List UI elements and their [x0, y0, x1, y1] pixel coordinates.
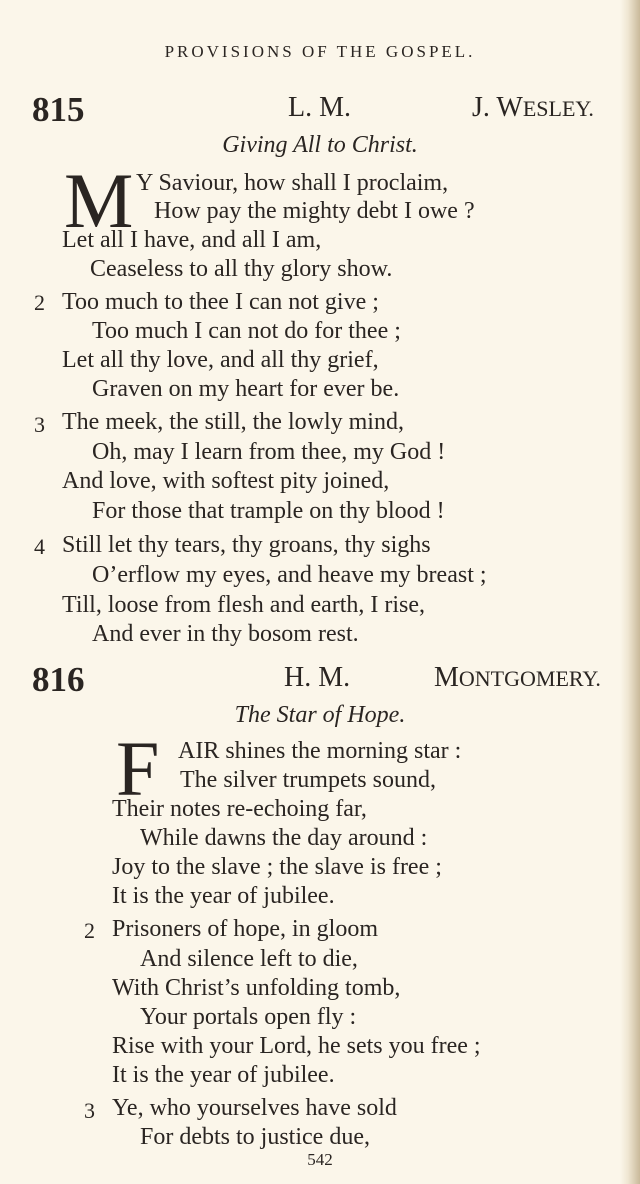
verse-line: With Christ’s unfolding tomb, — [112, 975, 401, 1001]
verse-line: And love, with softest pity joined, — [62, 468, 390, 494]
verse-line: AIR shines the morning star : — [178, 738, 462, 764]
hymn-author: J. WESLEY. — [472, 92, 594, 123]
verse-line: While dawns the day around : — [140, 825, 428, 851]
hymn-number: 816 — [32, 660, 85, 699]
page-number: 542 — [307, 1150, 333, 1169]
verse-line: Your portals open fly : — [140, 1004, 357, 1030]
stanza-number: 4 — [34, 534, 45, 559]
verse-line: Ye, who yourselves have sold — [112, 1095, 397, 1121]
verse-line: Oh, may I learn from thee, my God ! — [92, 439, 446, 465]
drop-cap: M — [64, 157, 134, 244]
verse-line: And ever in thy bosom rest. — [92, 621, 359, 647]
verse-line: Let all thy love, and all thy grief, — [62, 347, 379, 373]
hymn-816-header — [0, 660, 640, 700]
hymn-author: MONTGOMERY. — [434, 662, 601, 693]
hymn-meter: L. M. — [288, 92, 351, 123]
stanza-number: 3 — [34, 412, 45, 437]
verse-line: How pay the mighty debt I owe ? — [154, 198, 475, 224]
verse-line: Till, loose from flesh and earth, I rise, — [62, 592, 426, 618]
hymn-meter: H. M. — [284, 662, 351, 693]
verse-line: Still let thy tears, thy groans, thy sighs — [62, 532, 431, 558]
stanza-number: 2 — [34, 290, 45, 315]
hymn-title: Giving All to Christ. — [222, 132, 418, 158]
verse-line: Their notes re-echoing far, — [112, 796, 367, 822]
verse-line: Prisoners of hope, in gloom — [112, 916, 378, 942]
verse-line: It is the year of jubilee. — [112, 1062, 335, 1088]
page-edge-shadow — [620, 0, 640, 1184]
verse-line: The meek, the still, the lowly mind, — [62, 409, 404, 435]
hymn-815-header — [0, 90, 640, 130]
verse-line: Too much to thee I can not give ; — [62, 289, 379, 315]
verse-line: Ceaseless to all thy glory show. — [90, 256, 393, 282]
stanza-number: 3 — [84, 1098, 95, 1123]
stanza-number: 2 — [84, 918, 95, 943]
verse-line: Let all I have, and all I am, — [62, 227, 322, 253]
hymn-title: The Star of Hope. — [234, 702, 406, 728]
hymn-number: 815 — [32, 90, 85, 129]
verse-line: Graven on my heart for ever be. — [92, 376, 400, 402]
verse-line: O’erflow my eyes, and heave my breast ; — [92, 562, 487, 588]
verse-line: The silver trumpets sound, — [180, 767, 436, 793]
verse-line: For debts to justice due, — [140, 1124, 370, 1150]
verse-line: Too much I can not do for thee ; — [92, 318, 401, 344]
verse-line: For those that trample on thy blood ! — [92, 498, 445, 524]
verse-line: Joy to the slave ; the slave is free ; — [112, 854, 442, 880]
running-head: PROVISIONS OF THE GOSPEL. — [164, 42, 476, 61]
verse-line: Y Saviour, how shall I proclaim, — [136, 170, 449, 196]
drop-cap: F — [116, 725, 160, 812]
verse-line: It is the year of jubilee. — [112, 883, 335, 909]
verse-line: And silence left to die, — [140, 946, 358, 972]
verse-line: Rise with your Lord, he sets you free ; — [112, 1033, 481, 1059]
